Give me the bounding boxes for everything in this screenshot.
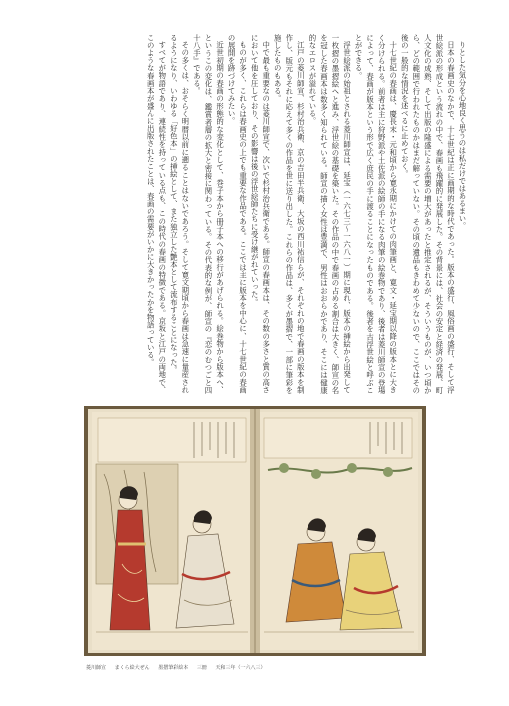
paragraph: ものが多く、これらは春画史の上でも重要な作品である。ここでは主に版本を中心に、十七世紀の春画の展開を跡づけてみたい。 — [227, 34, 248, 394]
left-text-panel — [98, 418, 246, 462]
right-text-panel — [264, 418, 412, 458]
paragraph: すべてが物語であり、連続性を持っている点も、この時代の春画の特徴である。京坂と江戸の両地で、このような春画本が盛んに出版されたことは、春画の需要がいかに大きかったかを物語っている。 — [146, 34, 167, 394]
paragraph: 江戸の菱川師宣、杉村治兵衛、京の吉田半兵衛、大坂の西川祐信らが、それぞれの地で春画の版本を制作し、版元もそれに応えて多くの作品を世に送り出した。これらの作品は、多くが墨摺で、一部に筆彩を施したものもある。 — [273, 34, 306, 394]
paragraph: 日本の春画史のなかで、十七世紀は正に画期的な時代であった。版本の盛行、風俗画の盛行、そして浮世絵派の形成という流れの中で、春画も飛躍的に発展した。その背景には、社会の安定と経済の発展、町人文化の成熟、そして出版の隆盛による需要の増大があったと推定されるが、そういうものが、いつ頃から、どの範囲で行われたものかはまだ解っていない。その頃の遺品もきわめて少ないので、ここではその後の一般的な情況を述べるに止めておく。 — [400, 34, 456, 394]
caption-format: 墨摺筆彩絵本 — [158, 665, 189, 671]
paragraph: 浮世絵派の始祖とされる菱川師宣は、延宝（一六七三〜一六八一）期に現れ、版本の挿絵から出発して一枚摺の墨摺絵へと進み、浮世絵の基礎を築いた。その作品の中で春画の占める割合は大きく、師宣の名を冠した春画本は数多く知られている。師宣の描く女性は豊満で、男性はおおらかであり、そこには健康的なエロスが溢れている。 — [307, 34, 352, 394]
figure-caption — [86, 664, 426, 673]
illustrated-book-spread-image — [84, 404, 426, 658]
caption-date: 天和三年（一六八三） — [215, 665, 266, 671]
paragraph: 中で最も重要なのは菱川師宣で、次いで杉村治兵衛である。師宣の春画本は、その数の多さと質の高さにおいて他を圧しており、その影響は後の浮世絵師たちに受け継がれていった。 — [250, 34, 271, 394]
body-text — [48, 34, 468, 394]
paragraph: りとした気分を心地良く思うのは私だけではあるまい。 — [458, 41, 467, 231]
paragraph: その多くは、おそらく明暦以前に遡ることはないであろう。そして寛文期頃から春画は急速に量産されるようになり、いわゆる「好色本」の挿絵として、また独立した艶本として流布することになった。 — [169, 34, 190, 394]
caption-volume: 三冊 — [196, 665, 207, 671]
caption-title: まくら絵大ぜん — [114, 665, 150, 671]
book-illustration — [84, 404, 426, 658]
paragraph: 十七世紀の春画は、慶長末・元和頃から寛永期にかけての肉筆画と、寛文・延宝期以降の版本とに大きく分けられる。前者は主に狩野派や土佐派の絵師の手になる肉筆の絵巻物であり、後者は菱川師宣の登場によって、春画が版本という形で広く庶民の手に渡ることになったものである。後者を古浮世絵と呼ぶことができる。 — [354, 34, 398, 394]
caption-artist: 菱川師宣 — [86, 665, 107, 671]
paragraph: 近世初期の春画の形態的な変化として、巻子本から冊子本への移行があげられる。絵巻物から版本へ、というこの変化は、鑑賞者層の拡大と密接に関わっている。その代表的な例が、師宣の『恋のむつごと四十八手』である。 — [192, 34, 225, 394]
